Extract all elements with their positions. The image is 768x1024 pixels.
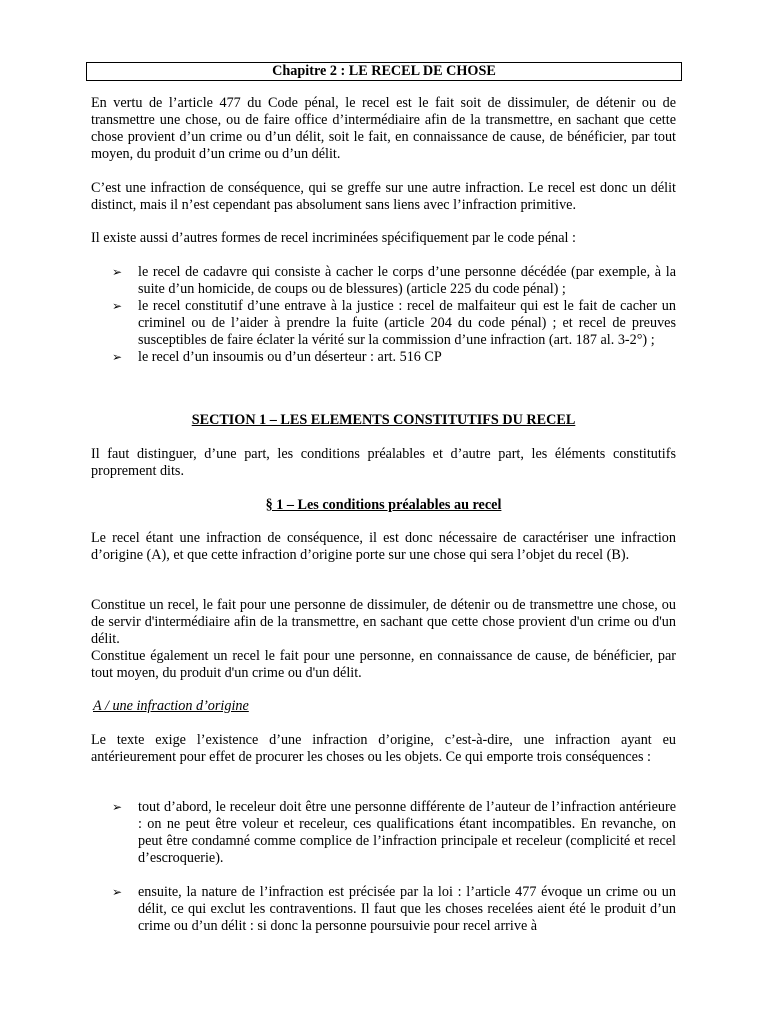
intro-paragraph-3: Il existe aussi d’autres formes de recel incriminées spécifiquement par le code pénal :	[91, 230, 576, 246]
chapter-title: Chapitre 2 : LE RECEL DE CHOSE	[86, 62, 682, 81]
intro-paragraph-1: En vertu de l’article 477 du Code pénal, le recel est le fait soit de dissimuler, de détenir ou de transmettre une chose, ou de faire office d’intermédiaire afin de la transmettre, en sachant que cette chose provient d’un crime ou d’un délit, soit le fait, en connaissance de cause, de bénéficier, par tout moyen, du produit d’un crime ou d’un délit.	[91, 95, 676, 162]
part-a-heading: A / une infraction d’origine	[93, 698, 249, 714]
recel-forms-list	[112, 264, 676, 366]
arrow-bullet-icon: ➢	[112, 885, 123, 899]
consequences-list	[112, 799, 676, 935]
part-a-paragraph: Le texte exige l’existence d’une infraction d’origine, c’est-à-dire, une infraction ayant eu antérieurement pour effet de procurer les choses ou les objets. Ce qui emporte trois conséquences :	[91, 732, 676, 765]
list-item: ➢ le recel de cadavre qui consiste à cacher le corps d’une personne décédée (par exemple, à la suite d’un homicide, de coups ou de blessures) (article 225 du code pénal) ;	[112, 264, 676, 297]
intro-paragraph-2: C’est une infraction de conséquence, qui se greffe sur une autre infraction. Le recel est donc un délit distinct, mais il n’est cependant pas absolument sans liens avec l’infraction primitive.	[91, 180, 676, 213]
subsection-1-paragraph-1: Le recel étant une infraction de conséquence, il est donc nécessaire de caractériser une infraction d’origine (A), et que cette infraction d’origine porte sur une chose qui sera l’objet du recel (B).	[91, 530, 676, 563]
list-item: ➢ tout d’abord, le receleur doit être une personne différente de l’auteur de l’infraction antérieure : on ne peut être voleur et receleur, ces qualifications étant incompatibles. En revanche, on peut être condamné comme complice de l’infraction principale et receleur (complicité et recel d’escroquerie).	[112, 799, 676, 866]
arrow-bullet-icon: ➢	[112, 350, 123, 364]
list-item: ➢ ensuite, la nature de l’infraction est précisée par la loi : l’article 477 évoque un crime ou un délit, ce qui exclut les contraventions. Il faut que les choses recelées aient été le produit d’un crime ou d’un délit : si donc la personne poursuivie pour recel arrive à	[112, 884, 676, 934]
list-item: ➢ le recel constitutif d’une entrave à la justice : recel de malfaiteur qui est le fait de cacher un criminel ou de l’aider à prendre la fuite (article 204 du code pénal) ; et recel de preuves susceptibles de faire éclater la vérité sur la commission d’une infraction (art. 187 al. 3-2°) ;	[112, 298, 676, 348]
subsection-1-heading: § 1 – Les conditions préalables au recel	[265, 497, 502, 513]
arrow-bullet-icon: ➢	[112, 800, 123, 814]
subsection-1-paragraph-2: Constitue un recel, le fait pour une personne de dissimuler, de détenir ou de transmettre une chose, ou de servir d'intermédiaire afin de la transmettre, en sachant que cette chose provient d'un crime ou d'un délit.	[91, 597, 676, 647]
arrow-bullet-icon: ➢	[112, 299, 123, 313]
list-item: ➢ le recel d’un insoumis ou d’un déserteur : art. 516 CP	[112, 349, 442, 365]
section-1-paragraph: Il faut distinguer, d’une part, les conditions préalables et d’autre part, les éléments constitutifs proprement dits.	[91, 446, 676, 479]
subsection-1-paragraph-3: Constitue également un recel le fait pour une personne, en connaissance de cause, de bénéficier, par tout moyen, du produit d'un crime ou d'un délit.	[91, 648, 676, 681]
arrow-bullet-icon: ➢	[112, 265, 123, 279]
section-1-heading: SECTION 1 – LES ELEMENTS CONSTITUTIFS DU RECEL	[191, 412, 576, 428]
